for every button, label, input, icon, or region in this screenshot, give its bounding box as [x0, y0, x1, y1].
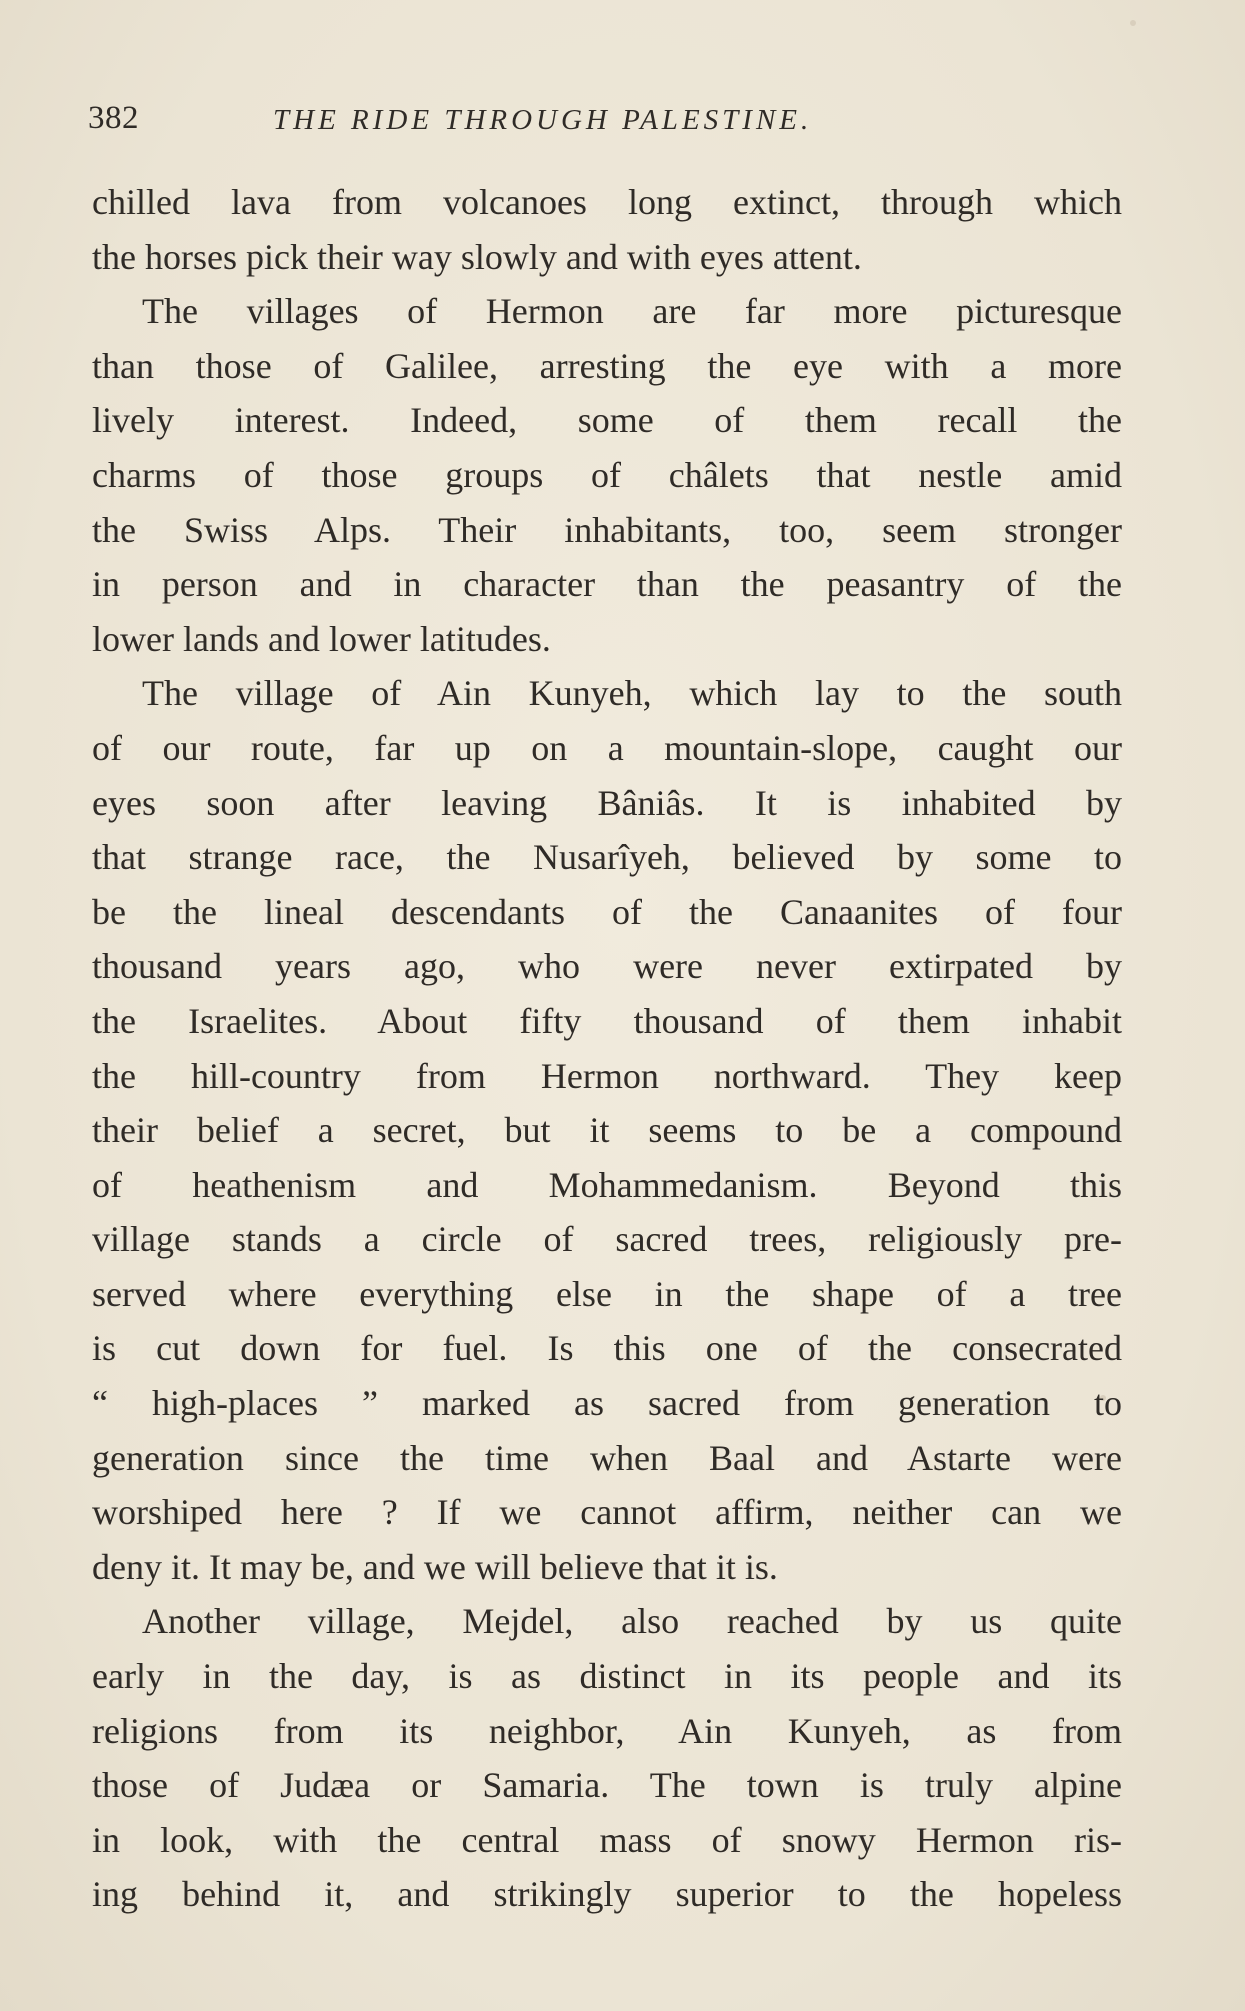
- text-line: in person and in character than the peasantry of the: [92, 564, 1122, 605]
- text-line: ing behind it, and strikingly superior to the hopeless: [92, 1874, 1122, 1915]
- text-line: thousand years ago, who were never extirpated by: [92, 946, 1122, 987]
- text-line: Another village, Mejdel, also reached by us quite: [142, 1601, 1122, 1642]
- text-line: in look, with the central mass of snowy Hermon ris-: [92, 1819, 1122, 1860]
- paragraph: [92, 175, 1122, 284]
- text-line: worshiped here ? If we cannot affirm, neither can we: [92, 1492, 1122, 1533]
- paper-speck: [1130, 20, 1136, 26]
- text-line: of our route, far up on a mountain-slope, caught our: [92, 727, 1122, 768]
- text-line: religions from its neighbor, Ain Kunyeh, as from: [92, 1710, 1122, 1751]
- text-line: eyes soon after leaving Bâniâs. It is inhabited by: [92, 782, 1122, 823]
- text-line: The villages of Hermon are far more picturesque: [142, 291, 1122, 332]
- text-line: their belief a secret, but it seems to be a compound: [92, 1110, 1122, 1151]
- text-line: than those of Galilee, arresting the eye with a more: [92, 345, 1122, 386]
- text-line: the Swiss Alps. Their inhabitants, too, seem stronger: [92, 509, 1122, 550]
- text-line: be the lineal descendants of the Canaanites of four: [92, 891, 1122, 932]
- text-line: that strange race, the Nusarîyeh, believed by some to: [92, 837, 1122, 878]
- body-text: [92, 175, 1122, 1922]
- running-head: THE RIDE THROUGH PALESTINE.: [273, 104, 813, 136]
- page-header: [88, 100, 1128, 150]
- text-line: lively interest. Indeed, some of them recall the: [92, 400, 1122, 441]
- text-line: deny it. It may be, and we will believe that it is.: [92, 1546, 778, 1587]
- text-line: is cut down for fuel. Is this one of the consecrated: [92, 1328, 1122, 1369]
- paragraph: [92, 1594, 1122, 1922]
- text-line: “ high-places ” marked as sacred from generation to: [92, 1383, 1122, 1424]
- text-line: served where everything else in the shape of a tree: [92, 1273, 1122, 1314]
- text-line: the hill-country from Hermon northward. They keep: [92, 1055, 1122, 1096]
- text-line: The village of Ain Kunyeh, which lay to the south: [142, 673, 1122, 714]
- page-number: 382: [88, 100, 139, 136]
- text-line: those of Judæa or Samaria. The town is truly alpine: [92, 1765, 1122, 1806]
- paragraph: [92, 666, 1122, 1594]
- text-line: village stands a circle of sacred trees, religiously pre-: [92, 1219, 1122, 1260]
- text-line: early in the day, is as distinct in its people and its: [92, 1656, 1122, 1697]
- paragraph: [92, 284, 1122, 666]
- text-line: the Israelites. About fifty thousand of them inhabit: [92, 1000, 1122, 1041]
- text-line: of heathenism and Mohammedanism. Beyond this: [92, 1164, 1122, 1205]
- text-line: the horses pick their way slowly and with eyes attent.: [92, 236, 862, 277]
- text-line: chilled lava from volcanoes long extinct, through which: [92, 182, 1122, 222]
- text-line: charms of those groups of châlets that nestle amid: [92, 454, 1122, 495]
- text-line: lower lands and lower latitudes.: [92, 618, 551, 659]
- text-line: generation since the time when Baal and Astarte were: [92, 1437, 1122, 1478]
